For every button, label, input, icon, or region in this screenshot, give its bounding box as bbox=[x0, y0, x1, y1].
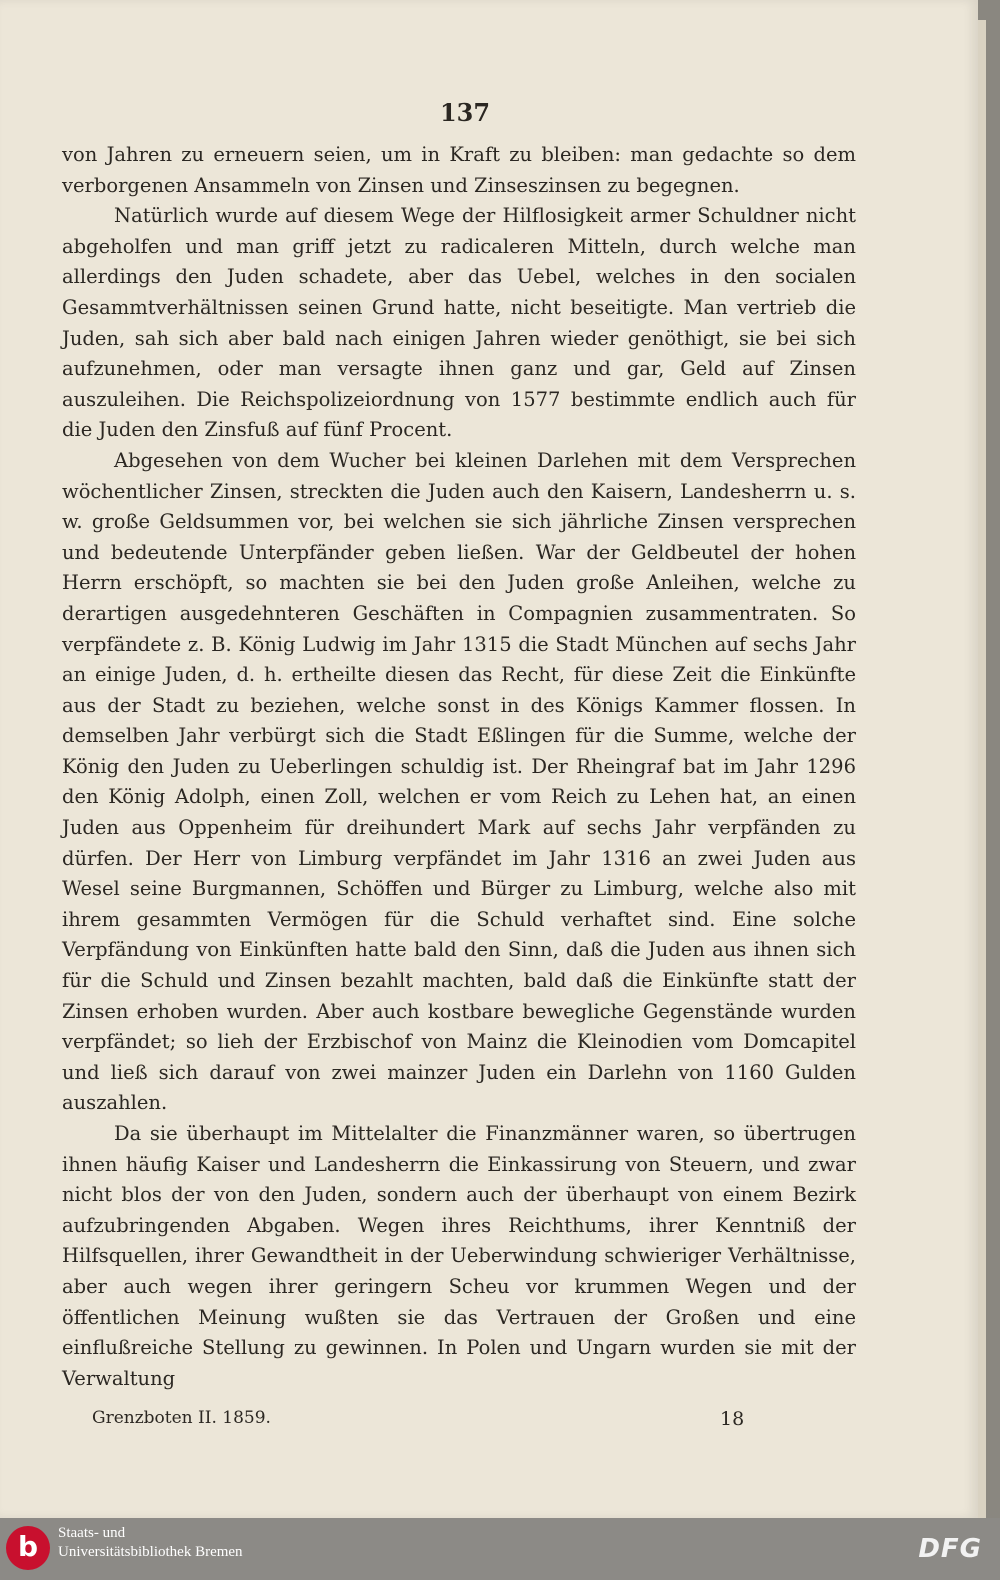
library-name[interactable] bbox=[58, 1524, 243, 1562]
library-name-line2: Universitätsbibliothek Bremen bbox=[58, 1544, 243, 1560]
viewer-footer-bar bbox=[0, 1518, 1000, 1580]
body-text bbox=[62, 140, 856, 1394]
library-name-line1: Staats- und bbox=[58, 1525, 126, 1541]
footer-signature: 18 bbox=[720, 1408, 745, 1430]
page-number: 137 bbox=[439, 98, 491, 127]
paragraph-2: Natürlich wurde auf diesem Wege der Hilflosigkeit armer Schuldner nicht abgeholfen und man griff jetzt zu radicaleren Mitteln, durch welche man allerdings den Juden schadete, aber das Uebel, welches in den socialen Gesammtverhältnissen seinen Grund hatte, nicht beseitigte. Man vertrieb die Juden, sah sich aber bald nach einigen Jahren wieder genöthigt, sie bei sich aufzunehmen, oder man versagte ihnen ganz und gar, Geld auf Zinsen auszuleihen. Die Reichspolizeiordnung von 1577 bestimmte endlich auch für die Juden den Zinsfuß auf fünf Procent. bbox=[62, 204, 856, 442]
paragraph-3: Abgesehen von dem Wucher bei kleinen Darlehen mit dem Versprechen wöchentlicher Zinsen, streckten die Juden auch den Kaisern, Landesherrn u. s. w. große Geldsummen vor, bei welchen sie sich jährliche Zinsen versprechen und bedeutende Unterpfänder geben ließen. War der Geldbeutel der hohen Herrn erschöpft, so machten sie bei den Juden große Anleihen, welche zu derartigen ausgedehnteren Geschäften in Compagnien zusammentraten. So verpfändete z. B. König Ludwig im Jahr 1315 die Stadt München auf sechs Jahr an einige Juden, d. h. ertheilte diesen das Recht, für diese Zeit die Einkünfte aus der Stadt zu beziehen, welche sonst in des Königs Kammer flossen. In demselben Jahr verbürgt sich die Stadt Eßlingen für die Summe, welche der König den Juden zu Ueberlingen schuldig ist. Der Rheingraf bat im Jahr 1296 den König Adolph, einen Zoll, welchen er vom Reich zu Lehen hat, an einen Juden aus Oppenheim für dreihundert Mark auf sechs Jahr verpfänden zu dürfen. Der Herr von Limburg verpfändet im Jahr 1316 an zwei Juden aus Wesel seine Burgmannen, Schöffen und Bürger zu Limburg, welche also mit ihrem gesammten Vermögen für die Schuld verhaftet sind. Eine solche Verpfändung von Einkünften hatte bald den Sinn, daß die Juden aus ihnen sich für die Schuld und Zinsen bezahlt machten, bald daß die Einkünfte statt der Zinsen erhoben wurden. Aber auch kostbare bewegliche Gegenstände wurden verpfändet; so lieh der Erzbischof von Mainz die Kleinodien vom Domcapitel und ließ sich darauf von zwei mainzer Juden ein Darlehn von 1160 Gulden auszahlen. bbox=[62, 448, 856, 1115]
library-logo-icon[interactable]: b bbox=[6, 1526, 50, 1570]
footer-journal: Grenzboten II. 1859. bbox=[92, 1408, 271, 1428]
paragraph-1: von Jahren zu erneuern seien, um in Kraft zu bleiben: man gedachte so dem verborgenen Ansammeln von Zinsen und Zinseszinsen zu begegnen. bbox=[62, 143, 856, 197]
page-edge bbox=[978, 20, 986, 1518]
page-footer bbox=[92, 1408, 752, 1428]
dfg-logo[interactable]: DFG bbox=[918, 1534, 982, 1564]
paragraph-4: Da sie überhaupt im Mittelalter die Finanzmänner waren, so übertrugen ihnen häufig Kaiser und Landesherrn die Einkassirung von Steuern, und zwar nicht blos der von den Juden, sondern auch der überhaupt von einem Bezirk aufzubringenden Abgaben. Wegen ihres Reichthums, ihrer Kenntniß der Hilfsquellen, ihrer Gewandtheit in der Ueberwindung schwieriger Verhältnisse, aber auch wegen ihrer geringern Scheu vor krummen Wegen und der öffentlichen Meinung wußten sie das Vertrauen der Großen und eine einflußreiche Stellung zu gewinnen. In Polen und Ungarn wurden sie mit der Verwaltung bbox=[62, 1122, 856, 1390]
